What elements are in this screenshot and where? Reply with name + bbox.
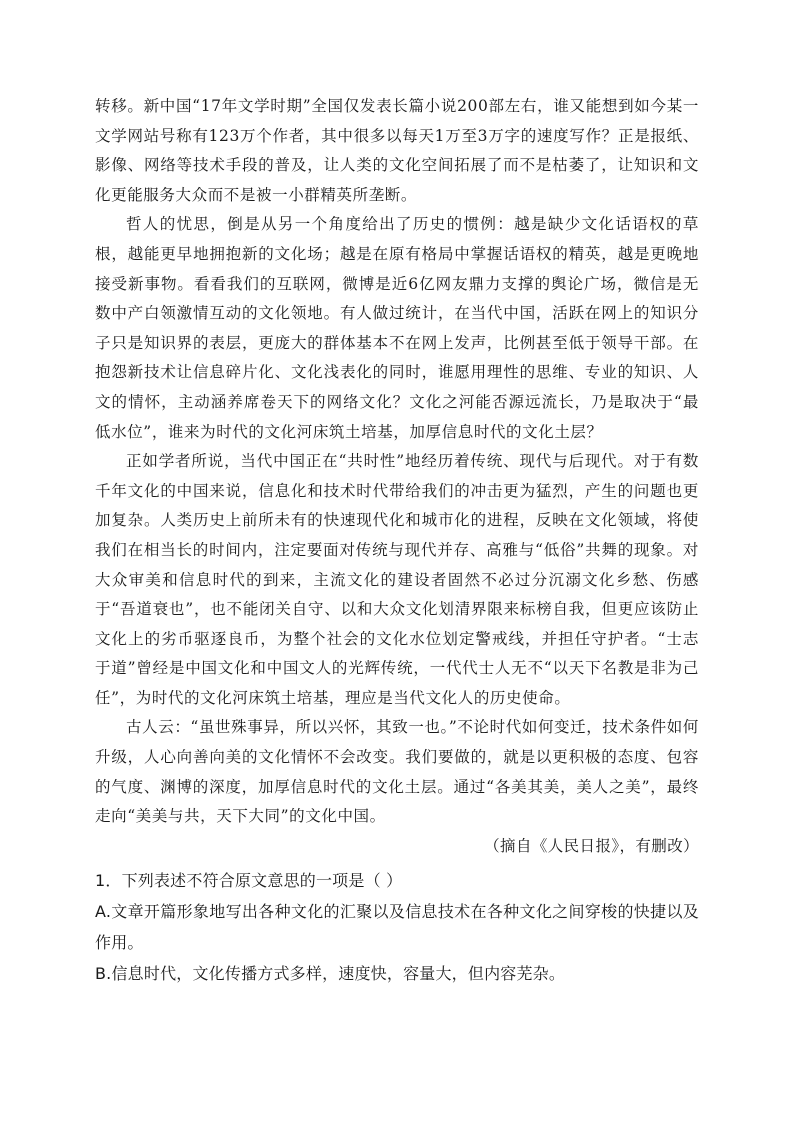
article-paragraph-2: 哲人的忧思，倒是从另一个角度给出了历史的惯例：越是缺少文化话语权的草根，越能更早地拥抱新的文化场；越是在原有格局中掌握话语权的精英，越是更晚地接受新事物。看看我们的互联网，微博是近6亿网友鼎力支撑的舆论广场，微信是无数中产白领激情互动的文化领地。有人做过统计，在当代中国，活跃在网上的知识分子只是知识界的表层，更庞大的群体基本不在网上发声，比例甚至低于领导干部。在抱怨新技术让信息碎片化、文化浅表化的同时，谁愿用理性的思维、专业的知识、人文的情怀，主动涵养席卷天下的网络文化？文化之河能否源远流长，乃是取决于“最低水位”，谁来为时代的文化河床筑土培基，加厚信息时代的文化土层？ [95,215,699,441]
question-block [95,865,699,989]
article-body [95,92,699,832]
question-stem: 1．下列表述不符合原文意思的一项是（ ） [95,871,403,891]
article-paragraph-3: 正如学者所说，当代中国正在“共时性”地经历着传统、现代与后现代。对于有数千年文化的中国来说，信息化和技术时代带给我们的冲击更为猛烈，产生的问题也更加复杂。人类历史上前所未有的快速现代化和城市化的进程，反映在文化领域，将使我们在相当长的时间内，注定要面对传统与现代并存、高雅与“低俗”共舞的现象。对大众审美和信息时代的到来，主流文化的建设者固然不必过分沉溺文化乡愁、伤感于“吾道衰也”，也不能闭关自守、以和大众文化划清界限来标榜自我，但更应该防止文化上的劣币驱逐良币，为整个社会的文化水位划定警戒线，并担任守护者。“士志于道”曾经是中国文化和中国文人的光辉传统，一代代士人无不“以天下名教是非为己任”，为时代的文化河床筑土培基，理应是当代文化人的历史使命。 [95,452,699,707]
option-a: A.文章开篇形象地写出各种文化的汇聚以及信息技术在各种文化之间穿梭的快捷以及作用。 [95,902,699,953]
article-paragraph-1: 转移。新中国“17年文学时期”全国仅发表长篇小说200部左右，谁又能想到如今某一文学网站号称有123万个作者，其中很多以每天1万至3万字的速度写作？正是报纸、影像、网络等技术手段的普及，让人类的文化空间拓展了而不是枯萎了，让知识和文化更能服务大众而不是被一小群精英所垄断。 [95,97,699,204]
article-paragraph-4: 古人云：“虽世殊事异，所以兴怀，其致一也。”不论时代如何变迁，技术条件如何升级，人心向善向美的文化情怀不会改变。我们要做的，就是以更积极的态度、包容的气度、渊博的深度，加厚信息时代的文化土层。通过“各美其美，美人之美”，最终走向“美美与共，天下大同”的文化中国。 [95,718,699,826]
document-page [95,92,699,989]
article-source: （摘自《人民日报》，有删改） [484,836,699,855]
option-b: B.信息时代，文化传播方式多样，速度快，容量大，但内容芜杂。 [95,964,566,984]
